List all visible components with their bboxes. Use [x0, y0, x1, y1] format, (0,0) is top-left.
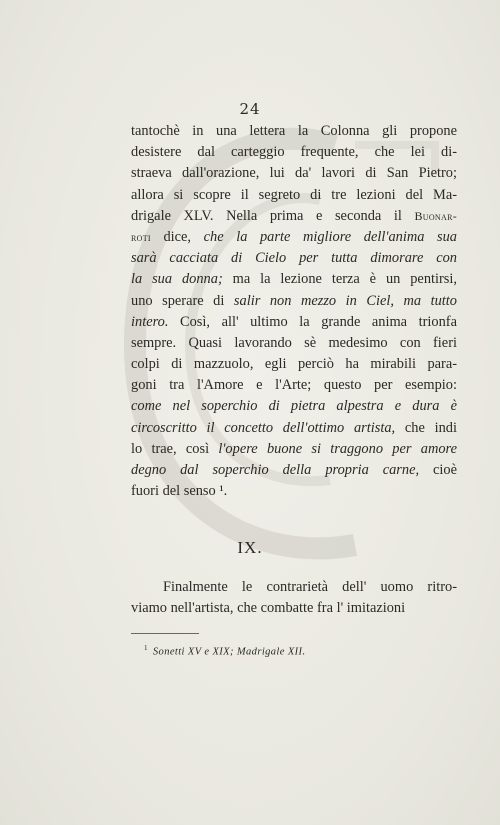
- text-run: straeva dall'orazione, lui da' lavori di San Pietro;: [131, 165, 457, 182]
- text-run: sempre. Quasi lavorando sè medesimo con fieri: [131, 334, 457, 351]
- paragraph-line: [131, 142, 457, 163]
- italic-quote: circoscritto il concetto dell'ottimo artista,: [131, 419, 396, 436]
- paragraph-line: [131, 227, 457, 248]
- paragraph-line: [131, 396, 457, 417]
- paragraph-line: [131, 375, 457, 396]
- footnote: [144, 644, 305, 658]
- paragraph-line: [131, 312, 457, 333]
- page-number: 24: [239, 100, 261, 118]
- small-caps-name: roti: [131, 229, 151, 244]
- italic-quote: l'opere buone si traggono per amore: [218, 440, 457, 457]
- paragraph-line: [131, 333, 457, 354]
- paragraph-line: [131, 481, 457, 502]
- italic-quote: come nel soperchio di pietra alpestra e dura è: [131, 398, 457, 415]
- footnote-marker: 1: [144, 644, 148, 652]
- text-run: drigale XLV. Nella prima e seconda il: [131, 207, 415, 224]
- italic-quote: degno dal soperchio della propria carne,: [131, 462, 420, 478]
- text-run: fuori del senso ¹.: [131, 483, 228, 500]
- paragraph-line: [131, 291, 457, 312]
- paragraph-line: [131, 248, 457, 269]
- text-run: che indi: [395, 419, 458, 436]
- italic-quote: sarà cacciata di Cielo per tutta dimorare con: [131, 250, 457, 267]
- paragraph-line: [131, 460, 457, 481]
- paragraph-line: viamo nell'artista, che combatte fra l' imitazioni: [131, 600, 406, 617]
- italic-quote: che la parte migliore dell'anima sua: [203, 228, 458, 245]
- paragraph-line: [131, 163, 457, 184]
- paragraph-line: Finalmente le contrarietà dell' uomo ritro-: [163, 579, 457, 595]
- paragraph-line: [131, 439, 457, 460]
- italic-quote: salir non mezzo in Ciel, ma tutto: [233, 292, 457, 309]
- text-run: desistere dal carteggio frequente, che lei di-: [131, 144, 457, 161]
- text-run: allora si scopre il segreto di tre lezioni del Ma-: [131, 186, 457, 203]
- footnote-text: Sonetti XV e XIX; Madrigale XII.: [152, 646, 306, 658]
- text-run: cioè: [419, 462, 457, 478]
- section-heading: IX.: [237, 538, 263, 557]
- text-run: tantochè in una lettera la Colonna gli propone: [131, 123, 457, 139]
- main-paragraph: [131, 121, 457, 502]
- italic-quote: intero.: [131, 313, 169, 330]
- section-paragraph: [131, 577, 457, 619]
- paragraph-line: [131, 121, 457, 142]
- text-run: dice,: [150, 228, 204, 245]
- paragraph-line: [131, 269, 457, 290]
- small-caps-name: Buonar-: [414, 208, 457, 223]
- text-run: goni tra l'Amore e l'Arte; questo per esempio:: [131, 377, 457, 394]
- text-run: Così, all' ultimo la grande anima trionfa: [168, 313, 457, 330]
- paragraph-line: [131, 354, 457, 375]
- paragraph-line: [131, 185, 457, 206]
- paragraph-line: [131, 206, 457, 227]
- italic-quote: la sua donna;: [131, 271, 223, 288]
- text-run: lo trae, così: [131, 440, 219, 457]
- text-run: colpi di mazzuolo, egli perciò ha mirabili para-: [131, 356, 457, 373]
- text-run: uno sperare di: [131, 292, 234, 309]
- footnote-divider: [131, 633, 199, 634]
- paragraph-line: [131, 418, 457, 439]
- text-run: ma la lezione terza è un pentirsi,: [222, 271, 457, 288]
